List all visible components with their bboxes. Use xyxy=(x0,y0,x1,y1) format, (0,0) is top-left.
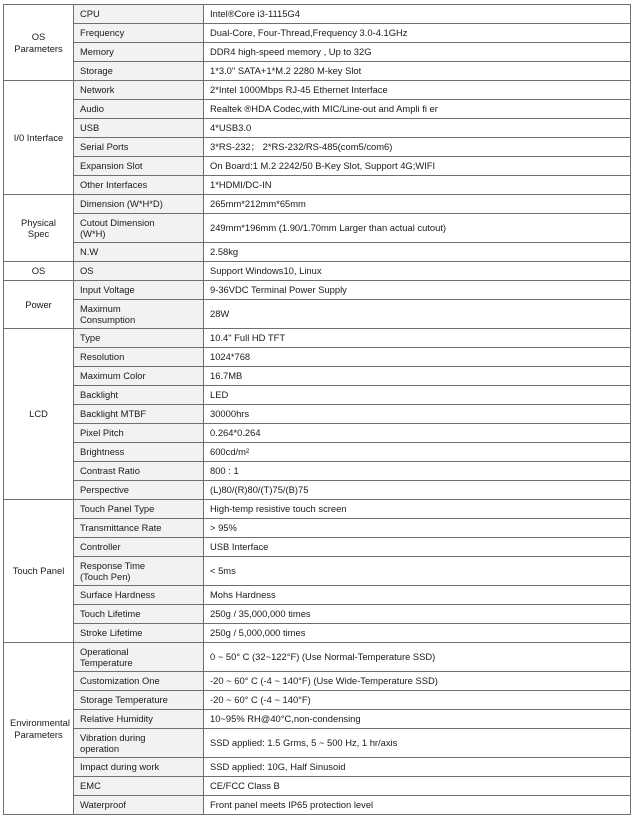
spec-row xyxy=(4,624,631,643)
spec-item-label: Touch Lifetime xyxy=(74,605,204,624)
spec-value: 10.4" Full HD TFT xyxy=(204,329,631,348)
spec-item-label: Perspective xyxy=(74,481,204,500)
spec-item-label: Backlight xyxy=(74,386,204,405)
spec-item-label: N.W xyxy=(74,243,204,262)
spec-row xyxy=(4,443,631,462)
spec-item-label: Network xyxy=(74,81,204,100)
category-label: OS Parameters xyxy=(4,5,74,81)
spec-item-label: Pixel Pitch xyxy=(74,424,204,443)
spec-item-label: Dimension (W*H*D) xyxy=(74,195,204,214)
spec-item-label: Frequency xyxy=(74,24,204,43)
spec-item-label: Touch Panel Type xyxy=(74,500,204,519)
spec-value: -20 ~ 60° C (-4 ~ 140°F) (Use Wide-Temperature SSD) xyxy=(204,672,631,691)
category-label: I/0 Interface xyxy=(4,81,74,195)
spec-value: 3*RS-232； 2*RS-232/RS-485(com5/com6) xyxy=(204,138,631,157)
spec-value: 0 ~ 50° C (32~122°F) (Use Normal-Temperature SSD) xyxy=(204,643,631,672)
spec-row xyxy=(4,643,631,672)
spec-value: Support Windows10, Linux xyxy=(204,262,631,281)
spec-value: LED xyxy=(204,386,631,405)
spec-value: CE/FCC Class B xyxy=(204,777,631,796)
spec-row xyxy=(4,500,631,519)
spec-item-label: Backlight MTBF xyxy=(74,405,204,424)
spec-row xyxy=(4,281,631,300)
spec-item-label: Contrast Ratio xyxy=(74,462,204,481)
spec-row xyxy=(4,119,631,138)
spec-value: 0.264*0.264 xyxy=(204,424,631,443)
spec-row xyxy=(4,481,631,500)
spec-row xyxy=(4,462,631,481)
spec-row xyxy=(4,538,631,557)
spec-row xyxy=(4,586,631,605)
spec-row xyxy=(4,424,631,443)
spec-row xyxy=(4,691,631,710)
spec-row xyxy=(4,138,631,157)
spec-value: USB Interface xyxy=(204,538,631,557)
spec-value: Front panel meets IP65 protection level xyxy=(204,796,631,815)
spec-value: 2.58kg xyxy=(204,243,631,262)
spec-table xyxy=(3,4,631,815)
spec-item-label: Relative Humidity xyxy=(74,710,204,729)
spec-item-label: Vibration during operation xyxy=(74,729,204,758)
spec-item-label: CPU xyxy=(74,5,204,24)
spec-item-label: Maximum Color xyxy=(74,367,204,386)
spec-value: > 95% xyxy=(204,519,631,538)
spec-item-label: USB xyxy=(74,119,204,138)
spec-item-label: Other Interfaces xyxy=(74,176,204,195)
spec-row xyxy=(4,796,631,815)
spec-value: 249mm*196mm (1.90/1.70mm Larger than actual cutout) xyxy=(204,214,631,243)
spec-row xyxy=(4,777,631,796)
spec-item-label: Waterproof xyxy=(74,796,204,815)
spec-row xyxy=(4,43,631,62)
spec-row xyxy=(4,348,631,367)
spec-value: Intel®Core i3-1115G4 xyxy=(204,5,631,24)
spec-value: 4*USB3.0 xyxy=(204,119,631,138)
spec-value: 800 : 1 xyxy=(204,462,631,481)
spec-value: 250g / 5,000,000 times xyxy=(204,624,631,643)
spec-item-label: Storage xyxy=(74,62,204,81)
spec-item-label: Serial Ports xyxy=(74,138,204,157)
spec-row xyxy=(4,300,631,329)
spec-item-label: Customization One xyxy=(74,672,204,691)
spec-row xyxy=(4,672,631,691)
spec-item-label: Type xyxy=(74,329,204,348)
spec-row xyxy=(4,386,631,405)
spec-item-label: Audio xyxy=(74,100,204,119)
spec-row xyxy=(4,157,631,176)
spec-value: 265mm*212mm*65mm xyxy=(204,195,631,214)
spec-item-label: Input Voltage xyxy=(74,281,204,300)
spec-row xyxy=(4,24,631,43)
spec-value: 600cd/m² xyxy=(204,443,631,462)
spec-value: 250g / 35,000,000 times xyxy=(204,605,631,624)
spec-item-label: Impact during work xyxy=(74,758,204,777)
spec-item-label: Expansion Slot xyxy=(74,157,204,176)
spec-item-label: Memory xyxy=(74,43,204,62)
spec-row xyxy=(4,100,631,119)
spec-row xyxy=(4,262,631,281)
spec-row xyxy=(4,367,631,386)
spec-item-label: Maximum Consumption xyxy=(74,300,204,329)
spec-row xyxy=(4,605,631,624)
spec-value: < 5ms xyxy=(204,557,631,586)
spec-row xyxy=(4,758,631,777)
spec-item-label: Operational Temperature xyxy=(74,643,204,672)
spec-item-label: Brightness xyxy=(74,443,204,462)
spec-row xyxy=(4,729,631,758)
spec-item-label: EMC xyxy=(74,777,204,796)
spec-row xyxy=(4,243,631,262)
spec-value: Realtek ®HDA Codec,with MIC/Line-out and Ampli fi er xyxy=(204,100,631,119)
spec-row xyxy=(4,5,631,24)
spec-table-body xyxy=(4,5,631,815)
spec-value: 1024*768 xyxy=(204,348,631,367)
spec-row xyxy=(4,62,631,81)
spec-value: (L)80/(R)80/(T)75/(B)75 xyxy=(204,481,631,500)
spec-item-label: Storage Temperature xyxy=(74,691,204,710)
spec-row xyxy=(4,214,631,243)
spec-value: DDR4 high-speed memory , Up to 32G xyxy=(204,43,631,62)
spec-value: 1*3.0" SATA+1*M.2 2280 M-key Slot xyxy=(204,62,631,81)
spec-item-label: Surface Hardness xyxy=(74,586,204,605)
spec-row xyxy=(4,557,631,586)
spec-item-label: OS xyxy=(74,262,204,281)
spec-value: 10~95% RH@40°C,non-condensing xyxy=(204,710,631,729)
spec-row xyxy=(4,81,631,100)
category-label: Power xyxy=(4,281,74,329)
spec-value: 1*HDMI/DC-IN xyxy=(204,176,631,195)
spec-value: 28W xyxy=(204,300,631,329)
spec-item-label: Transmittance Rate xyxy=(74,519,204,538)
spec-value: 9-36VDC Terminal Power Supply xyxy=(204,281,631,300)
spec-row xyxy=(4,329,631,348)
spec-item-label: Stroke Lifetime xyxy=(74,624,204,643)
spec-item-label: Cutout Dimension (W*H) xyxy=(74,214,204,243)
category-label: Environmental Parameters xyxy=(4,643,74,815)
spec-item-label: Resolution xyxy=(74,348,204,367)
spec-row xyxy=(4,195,631,214)
category-label: Touch Panel xyxy=(4,500,74,643)
category-label: Physical Spec xyxy=(4,195,74,262)
spec-row xyxy=(4,405,631,424)
spec-value: 16.7MB xyxy=(204,367,631,386)
spec-value: On Board:1 M.2 2242/50 B-Key Slot, Support 4G;WIFI xyxy=(204,157,631,176)
spec-value: SSD applied: 10G, Half Sinusoid xyxy=(204,758,631,777)
spec-value: -20 ~ 60° C (-4 ~ 140°F) xyxy=(204,691,631,710)
spec-item-label: Controller xyxy=(74,538,204,557)
category-label: LCD xyxy=(4,329,74,500)
spec-value: 30000hrs xyxy=(204,405,631,424)
spec-row xyxy=(4,710,631,729)
category-label: OS xyxy=(4,262,74,281)
spec-value: High-temp resistive touch screen xyxy=(204,500,631,519)
spec-row xyxy=(4,519,631,538)
spec-value: SSD applied: 1.5 Grms, 5 ~ 500 Hz, 1 hr/axis xyxy=(204,729,631,758)
spec-value: Mohs Hardness xyxy=(204,586,631,605)
spec-item-label: Response Time (Touch Pen) xyxy=(74,557,204,586)
spec-row xyxy=(4,176,631,195)
spec-value: Dual-Core, Four-Thread,Frequency 3.0-4.1GHz xyxy=(204,24,631,43)
spec-value: 2*Intel 1000Mbps RJ-45 Ethernet Interface xyxy=(204,81,631,100)
